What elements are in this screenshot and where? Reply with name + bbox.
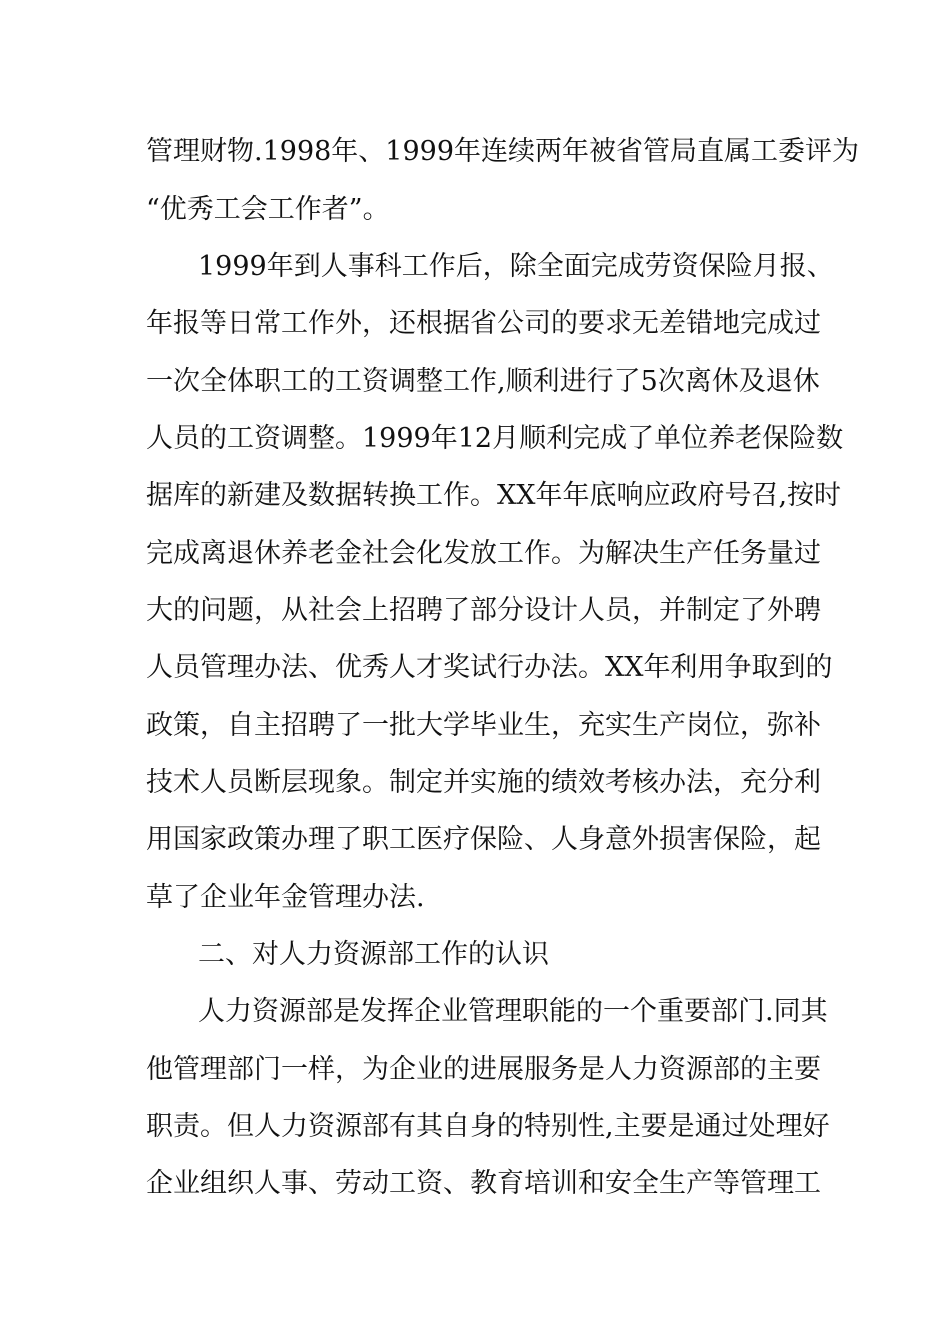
text-line-1: 管理财物.1998年、1999年连续两年被省管局直属工委评为: [146, 136, 860, 167]
text-line-11: 政策，自主招聘了一批大学毕业生，充实生产岗位，弥补: [146, 710, 821, 741]
text-line-9: 大的问题，从社会上招聘了部分设计人员，并制定了外聘: [146, 595, 821, 626]
paragraph-start-line: 1999年到人事科工作后，除全面完成劳资保险月报、: [198, 251, 834, 282]
paragraph-start-line-2: 人力资源部是发挥企业管理职能的一个重要部门.同其: [198, 996, 828, 1027]
text-line-18: 职责。但人力资源部有其自身的特别性,主要是通过处理好: [146, 1111, 830, 1142]
text-line-13: 用国家政策办理了职工医疗保险、人身意外损害保险，起: [146, 824, 821, 855]
text-line-6: 人员的工资调整。1999年12月顺利完成了单位养老保险数: [146, 423, 844, 454]
text-line-17: 他管理部门一样，为企业的进展服务是人力资源部的主要: [146, 1054, 821, 1085]
text-line-2: “优秀工会工作者”。: [146, 194, 390, 225]
text-line-12: 技术人员断层现象。制定并实施的绩效考核办法，充分利: [146, 767, 821, 798]
text-line-19: 企业组织人事、劳动工资、教育培训和安全生产等管理工: [146, 1168, 821, 1199]
text-line-10: 人员管理办法、优秀人才奖试行办法。XX年利用争取到的: [146, 652, 833, 683]
text-line-5: 一次全体职工的工资调整工作,顺利进行了5次离休及退休: [146, 366, 820, 397]
section-heading: 二、对人力资源部工作的认识: [198, 939, 549, 970]
text-line-8: 完成离退休养老金社会化发放工作。为解决生产任务量过: [146, 538, 821, 569]
text-line-7: 据库的新建及数据转换工作。XX年年底响应政府号召,按时: [146, 480, 842, 511]
text-line-4: 年报等日常工作外，还根据省公司的要求无差错地完成过: [146, 308, 821, 339]
text-line-14: 草了企业年金管理办法.: [146, 882, 425, 913]
